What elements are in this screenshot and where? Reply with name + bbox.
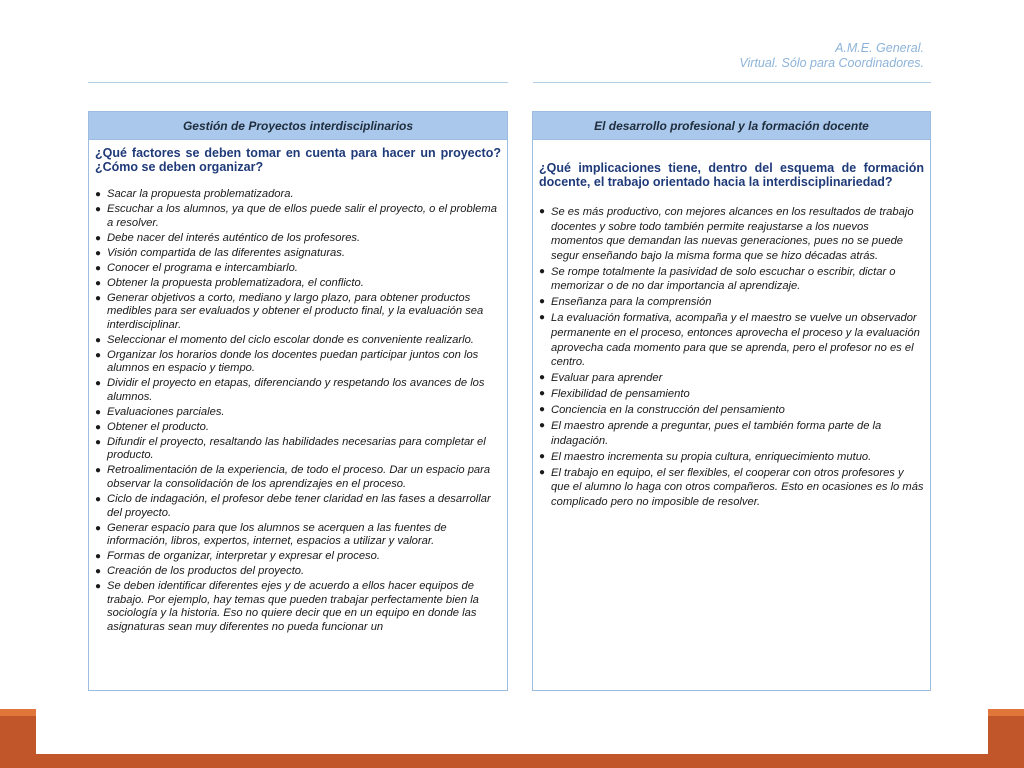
right-panel-title: El desarrollo profesional y la formación docente xyxy=(533,112,930,140)
bullet-text: Sacar la propuesta problematizadora. xyxy=(107,188,294,200)
bullet-dot-icon: ● xyxy=(95,522,102,534)
bullet-text: Creación de los productos del proyecto. xyxy=(107,565,305,578)
left-panel-question: ¿Qué factores se deben tomar en cuenta para hacer un proyecto? ¿Cómo se deben organizar? xyxy=(95,146,501,174)
bullet-dot-icon: ● xyxy=(95,421,102,433)
bullet-item xyxy=(95,188,501,202)
bullet-text: Escuchar a los alumnos, ya que de ellos puede salir el proyecto, o el problema a resolver. xyxy=(107,202,497,229)
bullet-text: Dividir el proyecto en etapas, diferenciando y respetando los avances de los alumnos. xyxy=(107,377,485,403)
bullet-text: Organizar los horarios donde los docentes puedan participar juntos con los alumnos en espacio y tiempo. xyxy=(107,348,479,375)
bullet-dot-icon: ● xyxy=(95,349,102,361)
bullet-text: Retroalimentación de la experiencia, de todo el proceso. Dar un espacio para observar la consolidación de los aprendizajes en el proceso. xyxy=(107,464,491,490)
bullet-text: Obtener la propuesta problematizadora, el conflicto. xyxy=(107,276,364,289)
bullet-dot-icon: ● xyxy=(539,420,546,432)
bullet-text: Conciencia en la construcción del pensamiento xyxy=(551,404,785,417)
bullet-item xyxy=(539,387,924,402)
bullet-dot-icon: ● xyxy=(95,406,102,418)
bullet-dot-icon: ● xyxy=(539,466,546,478)
bullet-item xyxy=(539,450,924,465)
bullet-dot-icon: ● xyxy=(95,292,102,304)
bullet-item xyxy=(539,403,924,418)
left-panel-title: Gestión de Proyectos interdisciplinarios xyxy=(89,112,507,140)
bullet-dot-icon: ● xyxy=(539,388,546,400)
bullet-dot-icon: ● xyxy=(95,334,102,346)
bullet-text: Difundir el proyecto, resaltando las habilidades necesarias para completar el producto. xyxy=(107,435,486,462)
right-panel-question: ¿Qué implicaciones tiene, dentro del esquema de formación docente, el trabajo orientado hacia la interdisciplinariedad? xyxy=(539,161,924,189)
bullet-text: Se rompe totalmente la pasividad de solo escuchar o escribir, dictar o memorizar o de no dar importancia al aprendizaje. xyxy=(551,265,896,293)
bullet-item xyxy=(95,334,501,348)
bullet-text: El maestro incrementa su propia cultura, enriquecimiento mutuo. xyxy=(551,450,872,463)
bullet-dot-icon: ● xyxy=(95,247,102,259)
header-line-2: Virtual. Sólo para Coordinadores. xyxy=(739,56,924,70)
bullet-item xyxy=(539,419,924,448)
bullet-dot-icon: ● xyxy=(539,296,546,308)
bullet-text: Se deben identificar diferentes ejes y de acuerdo a ellos hacer equipos de trabajo. Por ejemplo, hay temas que pueden trabajar perfectamente bien la sociología y la historia. Eso no quiere decir que en un equipo en donde las asignaturas sean muy diferentes no pueda funcionar un xyxy=(107,580,479,633)
bullet-dot-icon: ● xyxy=(539,265,546,277)
right-corner-accent xyxy=(988,709,1024,768)
bullet-text: El maestro aprende a preguntar, pues el también forma parte de la indagación. xyxy=(551,420,882,447)
left-bullet-list xyxy=(95,188,501,634)
bullet-text: Formas de organizar, interpretar y expresar el proceso. xyxy=(107,550,380,563)
bullet-dot-icon: ● xyxy=(539,206,546,217)
bullet-text: Obtener el producto. xyxy=(107,420,209,433)
bullet-dot-icon: ● xyxy=(95,277,102,289)
bullet-item xyxy=(539,265,924,294)
bullet-item xyxy=(95,349,501,376)
bullet-item xyxy=(95,262,501,276)
bullet-dot-icon: ● xyxy=(95,378,102,390)
bullet-item xyxy=(95,406,501,420)
bullet-text: Visión compartida de las diferentes asignaturas. xyxy=(107,246,345,259)
right-panel-body xyxy=(533,140,930,509)
bullet-text: Flexibilidad de pensamiento xyxy=(551,388,690,401)
bullet-text: Enseñanza para la comprensión xyxy=(551,296,712,309)
bullet-text: Evaluaciones parciales. xyxy=(107,405,225,418)
bullet-dot-icon: ● xyxy=(95,203,102,215)
bullet-text: La evaluación formativa, acompaña y el maestro se vuelve un observador permanente en el proceso, entonces aprovecha el proceso y la evaluación aprovecha cada momento para que se aprenda, pero el profesor no es el centro. xyxy=(551,312,920,369)
bullet-text: Ciclo de indagación, el profesor debe tener claridad en las fases a desarrollar del proyecto. xyxy=(107,492,491,519)
left-panel xyxy=(88,111,508,691)
bullet-dot-icon: ● xyxy=(95,262,102,274)
bullet-dot-icon: ● xyxy=(95,232,102,244)
bullet-item xyxy=(95,247,501,261)
bullet-item xyxy=(95,203,501,230)
bullet-item xyxy=(95,421,501,435)
bullet-text: Seleccionar el momento del ciclo escolar donde es conveniente realizarlo. xyxy=(107,333,474,346)
bullet-item xyxy=(539,311,924,369)
right-bullet-list xyxy=(539,205,924,509)
bullet-text: Evaluar para aprender xyxy=(551,372,663,385)
bottom-accent-bar xyxy=(36,754,988,768)
bullet-item xyxy=(95,292,501,333)
bullet-item xyxy=(95,580,501,634)
header-caption xyxy=(739,41,924,71)
right-divider-rule xyxy=(533,82,931,83)
bullet-dot-icon: ● xyxy=(95,493,102,505)
bullet-dot-icon: ● xyxy=(539,372,546,384)
bullet-item xyxy=(95,377,501,404)
bullet-dot-icon: ● xyxy=(95,465,102,477)
bullet-dot-icon: ● xyxy=(95,551,102,563)
bullet-item xyxy=(539,466,924,510)
bullet-dot-icon: ● xyxy=(95,566,102,578)
bullet-item xyxy=(95,493,501,520)
bullet-text: Generar objetivos a corto, mediano y largo plazo, para obtener productos medibles para ser evaluados y obtener el producto final, y la evaluación sea interdisciplinar. xyxy=(107,291,484,331)
bullet-text: Debe nacer del interés auténtico de los profesores. xyxy=(107,231,361,244)
bullet-item xyxy=(539,295,924,310)
left-divider-rule xyxy=(88,82,508,83)
bullet-dot-icon: ● xyxy=(539,404,546,416)
bullet-item xyxy=(95,464,501,491)
bullet-text: Se es más productivo, con mejores alcances en los resultados de trabajo docentes y sobre todo también permite reajustarse a los nuevos momentos que demandan las nuevas generaciones, pues no se puede segur enseñando bajo la misma forma que se hizo décadas atrás. xyxy=(551,206,914,262)
bullet-text: Conocer el programa e intercambiarlo. xyxy=(107,261,298,274)
bullet-item xyxy=(539,205,924,263)
bullet-dot-icon: ● xyxy=(95,189,102,200)
bullet-item xyxy=(95,436,501,463)
bullet-item xyxy=(95,550,501,564)
bullet-item xyxy=(95,232,501,246)
bullet-item xyxy=(95,565,501,579)
left-corner-accent xyxy=(0,709,36,768)
bullet-dot-icon: ● xyxy=(539,312,546,324)
bullet-text: El trabajo en equipo, el ser flexibles, el cooperar con otros profesores y que el alumno lo haga con otros compañeros. Esto en ocasiones es lo más complicado pero no imposible de resolver. xyxy=(551,466,924,508)
bullet-item xyxy=(539,371,924,386)
bullet-item xyxy=(95,277,501,291)
bullet-dot-icon: ● xyxy=(539,450,546,462)
bullet-dot-icon: ● xyxy=(95,581,102,593)
bullet-item xyxy=(95,522,501,549)
bullet-dot-icon: ● xyxy=(95,436,102,448)
bullet-text: Generar espacio para que los alumnos se acerquen a las fuentes de información, libros, expertos, internet, espacios a utilizar y valorar. xyxy=(107,521,447,548)
right-panel xyxy=(532,111,931,691)
left-panel-body xyxy=(89,140,507,634)
header-line-1: A.M.E. General. xyxy=(835,41,924,55)
